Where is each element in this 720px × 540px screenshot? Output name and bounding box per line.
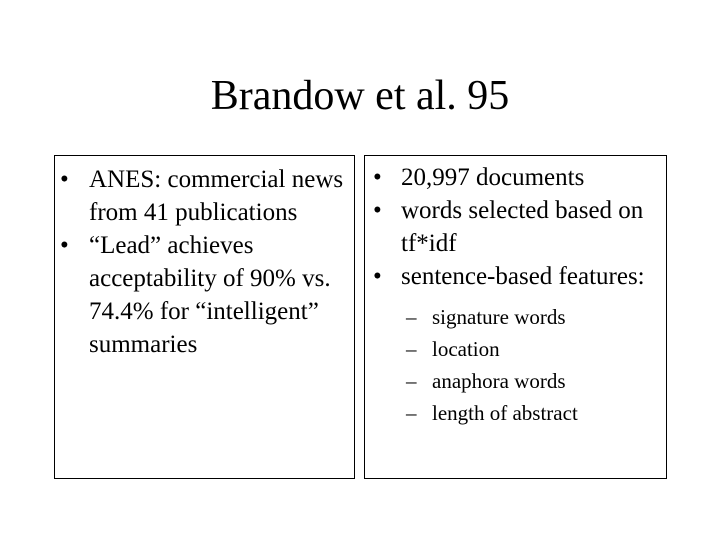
sub-bullet-item — [401, 333, 666, 365]
sub-bullet-text: location — [432, 337, 500, 361]
bullet-text: ANES: commercial news from 41 publications — [89, 166, 344, 226]
bullet-marker: • — [373, 263, 382, 290]
sub-bullet-text: length of abstract — [432, 401, 578, 425]
sub-bullet-item — [401, 397, 666, 429]
dash-marker: – — [406, 369, 417, 393]
bullet-marker: • — [60, 232, 69, 259]
dash-marker: – — [406, 401, 417, 425]
slide-title: Brandow et al. 95 — [210, 73, 510, 119]
right-text-box — [364, 155, 667, 479]
bullet-item — [365, 161, 666, 194]
bullet-item — [365, 194, 666, 260]
bullet-marker: • — [373, 197, 382, 224]
bullet-marker: • — [373, 164, 382, 191]
sub-bullet-text: anaphora words — [432, 369, 566, 393]
bullet-text: sentence-based features: — [401, 263, 645, 290]
sub-bullet-item — [401, 365, 666, 397]
sub-bullet-item — [401, 301, 666, 333]
right-bullet-list — [365, 156, 666, 429]
sub-bullet-text: signature words — [432, 305, 566, 329]
bullet-text: 20,997 documents — [401, 164, 585, 191]
bullet-item — [365, 260, 666, 429]
dash-marker: – — [406, 305, 417, 329]
bullet-text: words selected based on tf*idf — [401, 197, 644, 257]
bullet-item — [55, 229, 354, 361]
left-bullet-list — [55, 156, 354, 361]
left-text-box — [54, 155, 355, 479]
bullet-text: “Lead” achieves acceptability of 90% vs. 74.4% for “intelligent” summaries — [89, 232, 331, 358]
bullet-item — [55, 163, 354, 229]
sub-bullet-list — [401, 301, 666, 429]
bullet-marker: • — [60, 166, 69, 193]
dash-marker: – — [406, 337, 417, 361]
